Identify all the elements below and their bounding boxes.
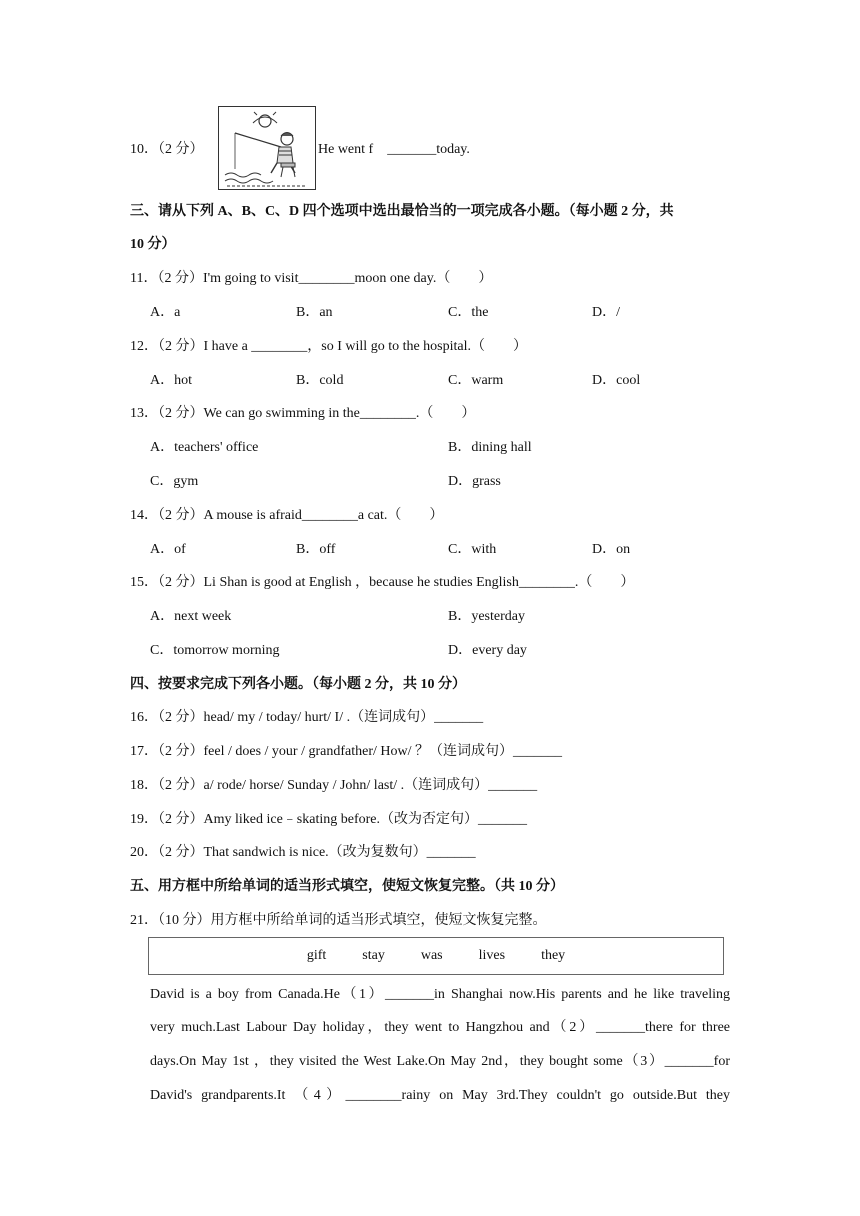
question-21: [130, 912, 547, 930]
option-d[interactable]: D．on: [592, 542, 631, 557]
word-bank-item: was: [420, 948, 443, 963]
question-number: 19．: [130, 812, 158, 827]
question-score: （2 分）: [158, 339, 204, 354]
question-score: （2 分）: [158, 812, 204, 827]
section-5-heading: 五、用方框中所给单词的适当形式填空，使短文恢复完整。（共 10 分）: [130, 879, 564, 894]
question-number: 14．: [130, 508, 158, 523]
word-bank: [148, 937, 724, 975]
question-number: 18．: [130, 778, 158, 793]
question-number: 13．: [130, 406, 158, 421]
passage-line: David is a boy from Canada.He（1）_______in Shanghai now.His parents and he like traveling: [150, 987, 730, 1002]
option-d[interactable]: D．grass: [448, 474, 501, 489]
question-score: （2 分）: [158, 508, 204, 523]
question-15: [130, 574, 634, 592]
option-c[interactable]: C．warm: [448, 373, 504, 388]
question-number: 21．: [130, 913, 158, 928]
fishing-boy-picture: [218, 106, 316, 190]
fishing-boy-icon: [219, 107, 315, 189]
passage-line: very much.Last Labour Day holiday，they went to Hangzhou and（2）_______there for three: [150, 1020, 730, 1035]
question-17: [130, 743, 562, 761]
option-b[interactable]: B．dining hall: [448, 440, 532, 455]
question-score: （10 分）: [158, 913, 211, 928]
question-text: Amy liked ice﹣skating before.（改为否定句）_______: [203, 812, 528, 827]
option-a[interactable]: A．of: [150, 542, 186, 557]
question-number: 17．: [130, 744, 158, 759]
question-text: A mouse is afraid________a cat.（ ）: [203, 508, 444, 523]
question-14: [130, 507, 443, 525]
word-bank-item: stay: [362, 948, 385, 963]
option-a[interactable]: A．next week: [150, 609, 232, 624]
option-b[interactable]: B．an: [296, 305, 333, 320]
question-score: （2 分）: [158, 575, 204, 590]
question-text: Li Shan is good at English ，because he studies English________.（ ）: [203, 575, 635, 590]
question-text: feel / does / your / grandfather/ How/ ？（连词成句）_______: [203, 744, 562, 759]
question-11: [130, 270, 492, 288]
question-13: [130, 405, 475, 423]
option-c[interactable]: C．with: [448, 542, 497, 557]
question-text: We can go swimming in the________.（ ）: [203, 406, 476, 421]
question-text: I have a ________，so I will go to the hospital.（ ）: [203, 339, 528, 354]
question-number: 11．: [130, 271, 158, 286]
option-d[interactable]: D．/: [592, 305, 620, 320]
question-text: I'm going to visit________moon one day.（ ）: [202, 271, 493, 286]
question-number: 20．: [130, 845, 158, 860]
question-number: 15．: [130, 575, 158, 590]
question-number: 12．: [130, 339, 158, 354]
question-score: （2 分）: [158, 845, 204, 860]
question-text: a/ rode/ horse/ Sunday / John/ last/ .（连词成句）_______: [203, 778, 538, 793]
question-number: 16．: [130, 710, 158, 725]
question-score: （2 分）: [158, 778, 204, 793]
question-score: （2 分）: [158, 142, 204, 157]
question-19: [130, 811, 527, 829]
section-4-heading: 四、按要求完成下列各小题。（每小题 2 分，共 10 分）: [130, 677, 466, 692]
question-score: （2 分）: [158, 710, 204, 725]
question-10-text: He went f _______today.: [318, 142, 470, 157]
option-b[interactable]: B．cold: [296, 373, 344, 388]
option-a[interactable]: A．a: [150, 305, 181, 320]
question-score: （2 分）: [157, 271, 203, 286]
option-d[interactable]: D．cool: [592, 373, 641, 388]
question-18: [130, 777, 537, 795]
question-text: 用方框中所给单词的适当形式填空，使短文恢复完整。: [210, 913, 547, 928]
option-b[interactable]: B．yesterday: [448, 609, 525, 624]
question-score: （2 分）: [158, 406, 204, 421]
question-16: [130, 709, 483, 727]
word-bank-item: gift: [306, 948, 327, 963]
option-c[interactable]: C．gym: [150, 474, 199, 489]
option-b[interactable]: B．off: [296, 542, 336, 557]
word-bank-item: they: [541, 948, 566, 963]
option-a[interactable]: A．hot: [150, 373, 192, 388]
section-3-heading: 三、请从下列 A、B、C、D 四个选项中选出最恰当的一项完成各小题。（每小题 2 分，共: [130, 204, 674, 219]
question-20: [130, 844, 476, 862]
question-10: [130, 141, 204, 159]
question-12: [130, 338, 527, 356]
question-text: That sandwich is nice.（改为复数句）_______: [203, 845, 476, 860]
passage-line: days.On May 1st ，they visited the West Lake.On May 2nd，they bought some（3）_______for: [150, 1054, 730, 1069]
passage-line: David's grandparents.It （4）________rainy on May 3rd.They couldn't go outside.But they: [150, 1088, 730, 1103]
section-3-heading-cont: 10 分）: [130, 237, 176, 252]
word-bank-item: lives: [478, 948, 506, 963]
question-number: 10．: [130, 142, 158, 157]
question-score: （2 分）: [158, 744, 204, 759]
option-c[interactable]: C．tomorrow morning: [150, 643, 280, 658]
option-c[interactable]: C．the: [448, 305, 489, 320]
question-text: head/ my / today/ hurt/ I/ .（连词成句）_______: [203, 710, 484, 725]
option-d[interactable]: D．every day: [448, 643, 527, 658]
option-a[interactable]: A．teachers' office: [150, 440, 259, 455]
